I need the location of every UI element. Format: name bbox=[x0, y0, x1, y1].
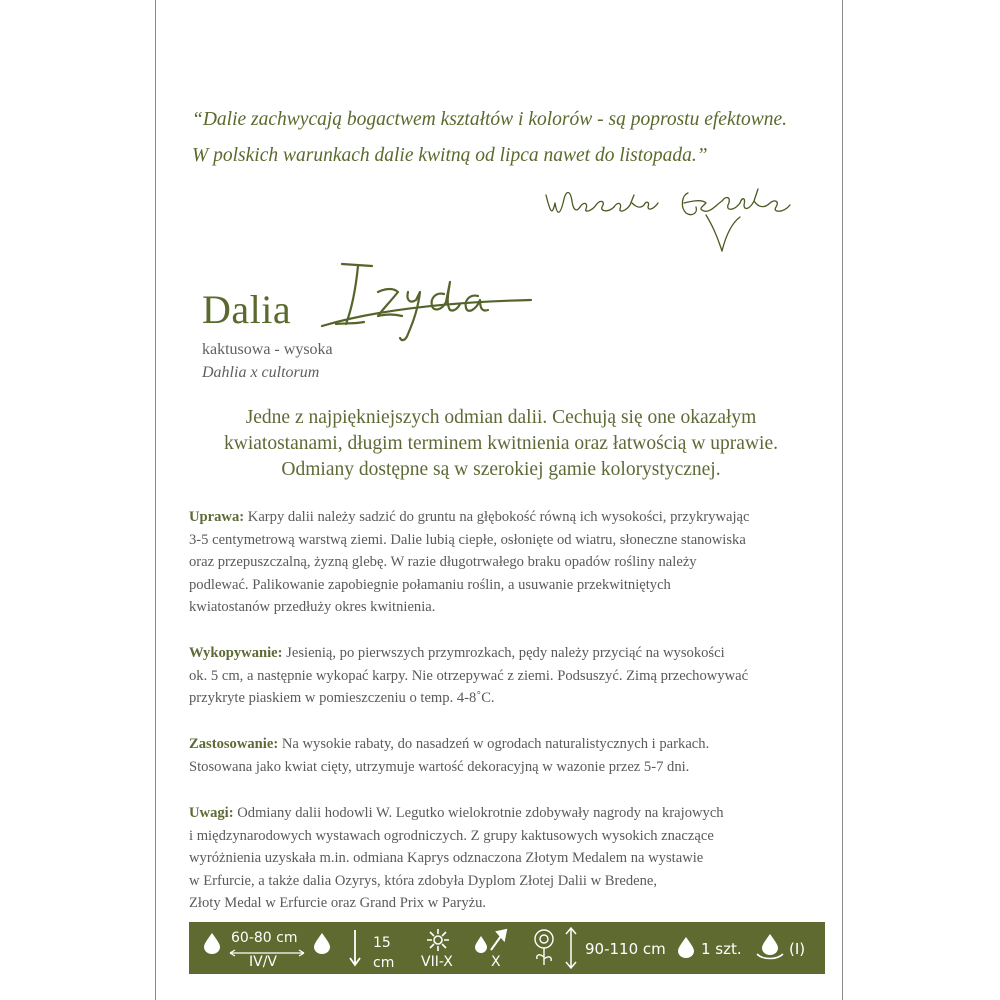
section-text: podlewać. Palikowanie zapobiegnie połamaniu roślin, a usuwanie przekwitniętych bbox=[189, 576, 671, 593]
quote-line-2: W polskich warunkach dalie kwitną od lipca nawet do listopada.” bbox=[192, 145, 708, 166]
watering-cut-icon bbox=[473, 928, 509, 954]
variety-name-script bbox=[316, 254, 546, 354]
intro-paragraph bbox=[176, 405, 826, 483]
breeder-quote bbox=[192, 102, 832, 174]
section-text: 3-5 centymetrową warstwą ziemi. Dalie lubią ciepłe, osłonięte od wiatru, słoneczne stanowiska bbox=[189, 531, 746, 548]
section-text: wyróżnienia uzyskała m.in. odmiana Kaprys odznaczona Złotym Medalem na wystawie bbox=[189, 850, 704, 867]
latin-name: Dahlia x cultorum bbox=[202, 364, 320, 381]
quote-line-1: “Dalie zachwycają bogactwem kształtów i kolorów - są poprostu efektowne. bbox=[192, 109, 788, 130]
section-text: przykryte piaskiem w pomieszczeniu o temp. 4-8˚C. bbox=[189, 690, 495, 707]
flower-height-icon bbox=[529, 927, 559, 969]
section-text: Złoty Medal w Erfurcie oraz Grand Prix w Paryżu. bbox=[189, 895, 487, 912]
section-text: Odmiany dalii hodowli W. Legutko wielokrotnie zdobywały nagrody na krajowych bbox=[233, 805, 724, 821]
section-uwagi bbox=[189, 802, 839, 915]
planting-depth-unit: cm bbox=[373, 955, 395, 971]
tuber-grade: (I) bbox=[789, 940, 806, 958]
intro-line-3: Odmiany dostępne są w szerokiej gamie kolorystycznej. bbox=[281, 459, 721, 480]
section-wykopywanie bbox=[189, 642, 839, 710]
section-text: Jesienią, po pierwszych przymrozkach, pędy należy przyciąć na wysokości bbox=[282, 645, 725, 661]
section-text: oraz przepuszczalną, żyzną glebę. W razie długotrwałego braku opadów rośliny należy bbox=[189, 554, 697, 571]
sun-flower-icon bbox=[425, 928, 451, 952]
breeder-signature bbox=[536, 173, 826, 263]
product-genus-title: Dalia bbox=[202, 287, 292, 332]
tuber-quantity: 1 szt. bbox=[701, 940, 742, 958]
section-label-uprawa: Uprawa: bbox=[189, 509, 245, 525]
cut-flower-mark: X bbox=[491, 954, 501, 970]
plant-spacing: 60-80 cm bbox=[231, 930, 298, 946]
section-text: kwiatostanów przedłuży okres kwitnienia. bbox=[189, 599, 436, 616]
section-text: Karpy dalii należy sadzić do gruntu na głębokość równą ich wysokości, przykrywając bbox=[244, 509, 750, 525]
depth-arrow-icon bbox=[349, 928, 361, 968]
section-text: Stosowana jako kwiat cięty, utrzymuje wartość dekoracyjną w wazonie przez 5-7 dni. bbox=[189, 758, 690, 775]
section-label-wykopywanie: Wykopywanie: bbox=[189, 645, 283, 661]
planting-info-bar bbox=[189, 922, 825, 974]
product-subtitle: kaktusowa - wysoka bbox=[202, 341, 333, 358]
section-text: Na wysokie rabaty, do nasadzeń w ogrodach naturalistycznych i parkach. bbox=[278, 736, 710, 752]
planting-depth-value: 15 bbox=[373, 935, 391, 951]
intro-line-2: kwiatostanami, długim terminem kwitnienia oraz łatwością w uprawie. bbox=[224, 433, 778, 454]
section-text: i międzynarodowych wystawach ogrodniczych. Z grupy kaktusowych wysokich znaczące bbox=[189, 827, 714, 844]
intro-line-1: Jedne z najpiękniejszych odmian dalii. Cechują się one okazałym bbox=[245, 407, 757, 428]
section-label-uwagi: Uwagi: bbox=[189, 805, 234, 821]
tuber-icon bbox=[677, 936, 695, 958]
section-label-zastosowanie: Zastosowanie: bbox=[189, 736, 279, 752]
section-zastosowanie bbox=[189, 733, 839, 778]
section-text: w Erfurcie, a także dalia Ozyrys, która zdobyła Dyplom Złotej Dalii w Bredene, bbox=[189, 872, 658, 889]
section-uprawa bbox=[189, 506, 839, 619]
planting-months: IV/V bbox=[249, 954, 277, 970]
grade-tuber-icon bbox=[755, 932, 785, 960]
seed-drop-icon bbox=[203, 932, 221, 954]
height-arrow-icon bbox=[565, 926, 577, 970]
plant-height: 90-110 cm bbox=[585, 940, 666, 958]
seed-packet-card bbox=[155, 0, 843, 1000]
section-text: ok. 5 cm, a następnie wykopać karpy. Nie otrzepywać z ziemi. Podsuszyć. Zimą przechowywać bbox=[189, 667, 749, 684]
seed-drop-icon bbox=[313, 932, 331, 954]
bloom-months: VII-X bbox=[421, 954, 453, 970]
